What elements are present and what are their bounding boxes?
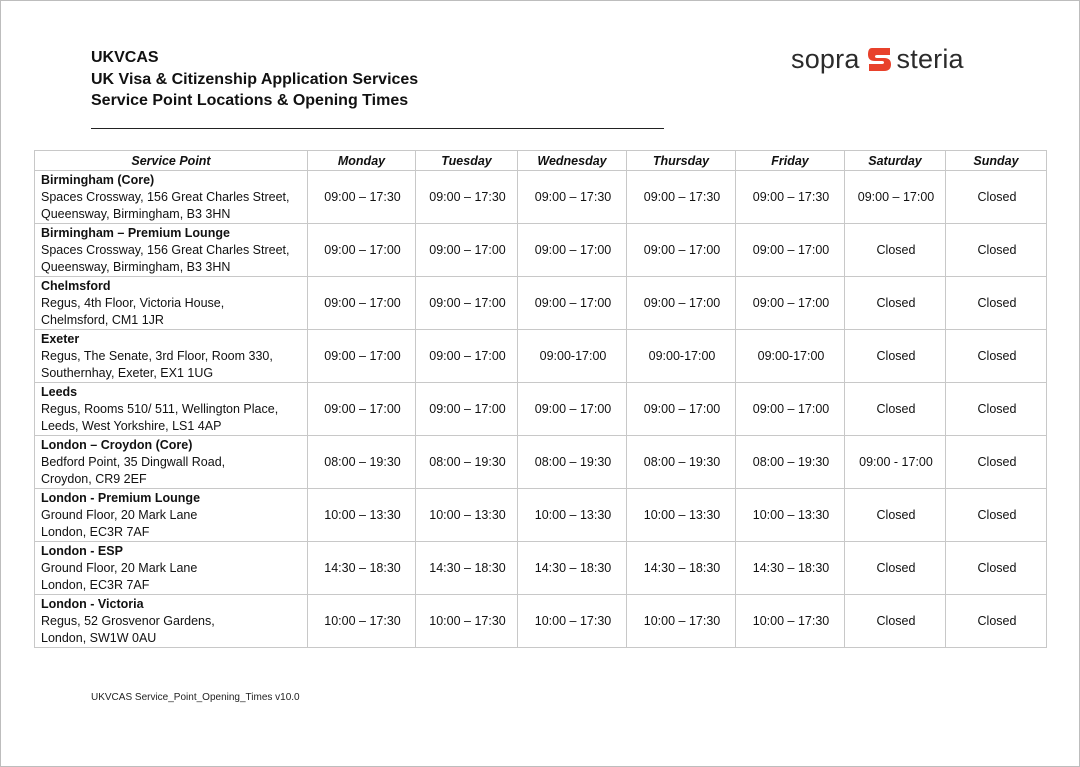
service-point-name: Leeds (41, 385, 78, 399)
sopra-steria-logo (791, 42, 964, 76)
opening-hours-cell: 09:00 – 17:00 (416, 277, 518, 330)
service-point-name: Chelmsford (41, 279, 111, 293)
opening-times-table (34, 150, 1047, 648)
opening-hours-cell: Closed (845, 383, 946, 436)
opening-hours-cell: 14:30 – 18:30 (416, 542, 518, 595)
service-point-address-line1: Regus, The Senate, 3rd Floor, Room 330, (41, 349, 273, 363)
opening-hours-cell: 09:00 – 17:00 (627, 383, 736, 436)
opening-hours-cell: 09:00 – 17:30 (736, 171, 845, 224)
table-row (35, 489, 1047, 542)
opening-hours-cell: Closed (946, 542, 1047, 595)
opening-hours-cell: 09:00 – 17:00 (416, 330, 518, 383)
opening-hours-cell: 09:00-17:00 (627, 330, 736, 383)
service-point-address-line1: Spaces Crossway, 156 Great Charles Street, (41, 190, 290, 204)
opening-hours-cell: 09:00 – 17:00 (308, 330, 416, 383)
column-header: Tuesday (416, 151, 518, 171)
service-point-name: London – Croydon (Core) (41, 438, 193, 452)
opening-hours-cell: 09:00 – 17:00 (308, 224, 416, 277)
opening-hours-cell: Closed (845, 224, 946, 277)
document-header (91, 47, 418, 112)
opening-hours-cell: 09:00 - 17:00 (845, 436, 946, 489)
opening-hours-cell: Closed (946, 595, 1047, 648)
opening-hours-cell: 09:00 – 17:30 (308, 171, 416, 224)
opening-hours-cell: 10:00 – 17:30 (308, 595, 416, 648)
table-row (35, 436, 1047, 489)
opening-hours-cell: 08:00 – 19:30 (736, 436, 845, 489)
service-point-address-line2: Croydon, CR9 2EF (41, 472, 147, 486)
table-body (35, 171, 1047, 648)
service-point-address-line2: Queensway, Birmingham, B3 3HN (41, 207, 231, 221)
service-point-address-line1: Spaces Crossway, 156 Great Charles Street, (41, 243, 290, 257)
opening-hours-cell: 14:30 – 18:30 (736, 542, 845, 595)
opening-hours-cell: 14:30 – 18:30 (518, 542, 627, 595)
sopra-steria-mark-icon (866, 46, 893, 72)
opening-hours-cell: 09:00 – 17:00 (627, 224, 736, 277)
service-point-cell (35, 436, 308, 489)
opening-hours-cell: 09:00 – 17:00 (308, 277, 416, 330)
opening-hours-cell: Closed (946, 330, 1047, 383)
table-row (35, 171, 1047, 224)
opening-hours-cell: 08:00 – 19:30 (518, 436, 627, 489)
table-row (35, 224, 1047, 277)
opening-hours-cell: 10:00 – 17:30 (627, 595, 736, 648)
logo-text-sopra: sopra (791, 43, 860, 74)
service-point-address-line1: Regus, Rooms 510/ 511, Wellington Place, (41, 402, 279, 416)
opening-hours-cell: 10:00 – 13:30 (416, 489, 518, 542)
opening-hours-cell: 10:00 – 17:30 (736, 595, 845, 648)
opening-hours-cell: 10:00 – 17:30 (518, 595, 627, 648)
opening-hours-cell: Closed (946, 224, 1047, 277)
opening-hours-cell: Closed (845, 330, 946, 383)
service-point-name: Exeter (41, 332, 80, 346)
opening-hours-cell: 08:00 – 19:30 (308, 436, 416, 489)
opening-hours-cell: Closed (946, 489, 1047, 542)
column-header: Monday (308, 151, 416, 171)
opening-hours-cell: Closed (845, 595, 946, 648)
service-point-address-line1: Ground Floor, 20 Mark Lane (41, 508, 198, 522)
opening-hours-cell: Closed (946, 171, 1047, 224)
service-point-name: London - Victoria (41, 597, 144, 611)
service-point-address-line2: London, EC3R 7AF (41, 525, 150, 539)
service-point-address-line2: London, EC3R 7AF (41, 578, 150, 592)
opening-hours-cell: 09:00 – 17:30 (627, 171, 736, 224)
header-org: UKVCAS (91, 49, 159, 66)
opening-hours-cell: Closed (946, 383, 1047, 436)
table-row (35, 383, 1047, 436)
opening-hours-cell: 08:00 – 19:30 (627, 436, 736, 489)
column-header: Thursday (627, 151, 736, 171)
opening-hours-cell: 14:30 – 18:30 (627, 542, 736, 595)
table-row (35, 542, 1047, 595)
header-service: UK Visa & Citizenship Application Services (91, 70, 419, 88)
column-header: Wednesday (518, 151, 627, 171)
opening-hours-cell: Closed (845, 277, 946, 330)
footer-version: UKVCAS Service_Point_Opening_Times v10.0 (91, 692, 300, 703)
service-point-address-line2: Queensway, Birmingham, B3 3HN (41, 260, 231, 274)
opening-hours-cell: 14:30 – 18:30 (308, 542, 416, 595)
opening-hours-cell: 09:00 – 17:00 (845, 171, 946, 224)
opening-hours-cell: 10:00 – 13:30 (308, 489, 416, 542)
opening-hours-cell: 10:00 – 13:30 (518, 489, 627, 542)
opening-hours-cell: 09:00 – 17:00 (736, 224, 845, 277)
opening-hours-cell: 09:00 – 17:00 (736, 383, 845, 436)
page-title: Service Point Locations & Opening Times (91, 92, 409, 109)
opening-hours-cell: 10:00 – 17:30 (416, 595, 518, 648)
service-point-address-line2: Leeds, West Yorkshire, LS1 4AP (41, 419, 222, 433)
service-point-address-line1: Bedford Point, 35 Dingwall Road, (41, 455, 226, 469)
service-point-address-line1: Regus, 4th Floor, Victoria House, (41, 296, 225, 310)
opening-hours-cell: 09:00 – 17:00 (518, 224, 627, 277)
service-point-address-line2: Southernhay, Exeter, EX1 1UG (41, 366, 214, 380)
opening-hours-cell: 09:00 – 17:30 (518, 171, 627, 224)
opening-hours-cell: Closed (946, 436, 1047, 489)
table-row (35, 595, 1047, 648)
opening-hours-cell: 09:00 – 17:00 (518, 383, 627, 436)
opening-hours-cell: Closed (845, 542, 946, 595)
opening-hours-cell: Closed (845, 489, 946, 542)
column-header: Friday (736, 151, 845, 171)
service-point-name: London - ESP (41, 544, 123, 558)
opening-hours-cell: 10:00 – 13:30 (736, 489, 845, 542)
title-underline (91, 128, 664, 129)
opening-hours-cell: 09:00 – 17:00 (308, 383, 416, 436)
service-point-cell (35, 277, 308, 330)
service-point-name: Birmingham – Premium Lounge (41, 226, 230, 240)
opening-hours-cell: 09:00-17:00 (736, 330, 845, 383)
opening-hours-cell: 10:00 – 13:30 (627, 489, 736, 542)
service-point-address-line2: Chelmsford, CM1 1JR (41, 313, 164, 327)
opening-hours-cell: 09:00 – 17:00 (416, 383, 518, 436)
service-point-cell (35, 383, 308, 436)
service-point-address-line2: London, SW1W 0AU (41, 631, 157, 645)
opening-hours-cell: 09:00 – 17:00 (736, 277, 845, 330)
table-row (35, 330, 1047, 383)
opening-hours-cell: 09:00 – 17:00 (518, 277, 627, 330)
opening-hours-cell: 08:00 – 19:30 (416, 436, 518, 489)
opening-hours-cell: 09:00 – 17:00 (627, 277, 736, 330)
service-point-name: London - Premium Lounge (41, 491, 201, 505)
service-point-cell (35, 489, 308, 542)
service-point-cell (35, 224, 308, 277)
service-point-address-line1: Regus, 52 Grosvenor Gardens, (41, 614, 215, 628)
opening-hours-cell: 09:00 – 17:30 (416, 171, 518, 224)
column-header: Service Point (35, 151, 308, 171)
service-point-address-line1: Ground Floor, 20 Mark Lane (41, 561, 198, 575)
column-header: Saturday (845, 151, 946, 171)
column-header: Sunday (946, 151, 1047, 171)
table-header-row (35, 151, 1047, 171)
service-point-name: Birmingham (Core) (41, 173, 155, 187)
service-point-cell (35, 330, 308, 383)
service-point-cell (35, 595, 308, 648)
opening-hours-cell: Closed (946, 277, 1047, 330)
service-point-cell (35, 171, 308, 224)
opening-hours-cell: 09:00 – 17:00 (416, 224, 518, 277)
service-point-cell (35, 542, 308, 595)
opening-hours-cell: 09:00-17:00 (518, 330, 627, 383)
table-row (35, 277, 1047, 330)
logo-text-steria: steria (896, 43, 964, 74)
